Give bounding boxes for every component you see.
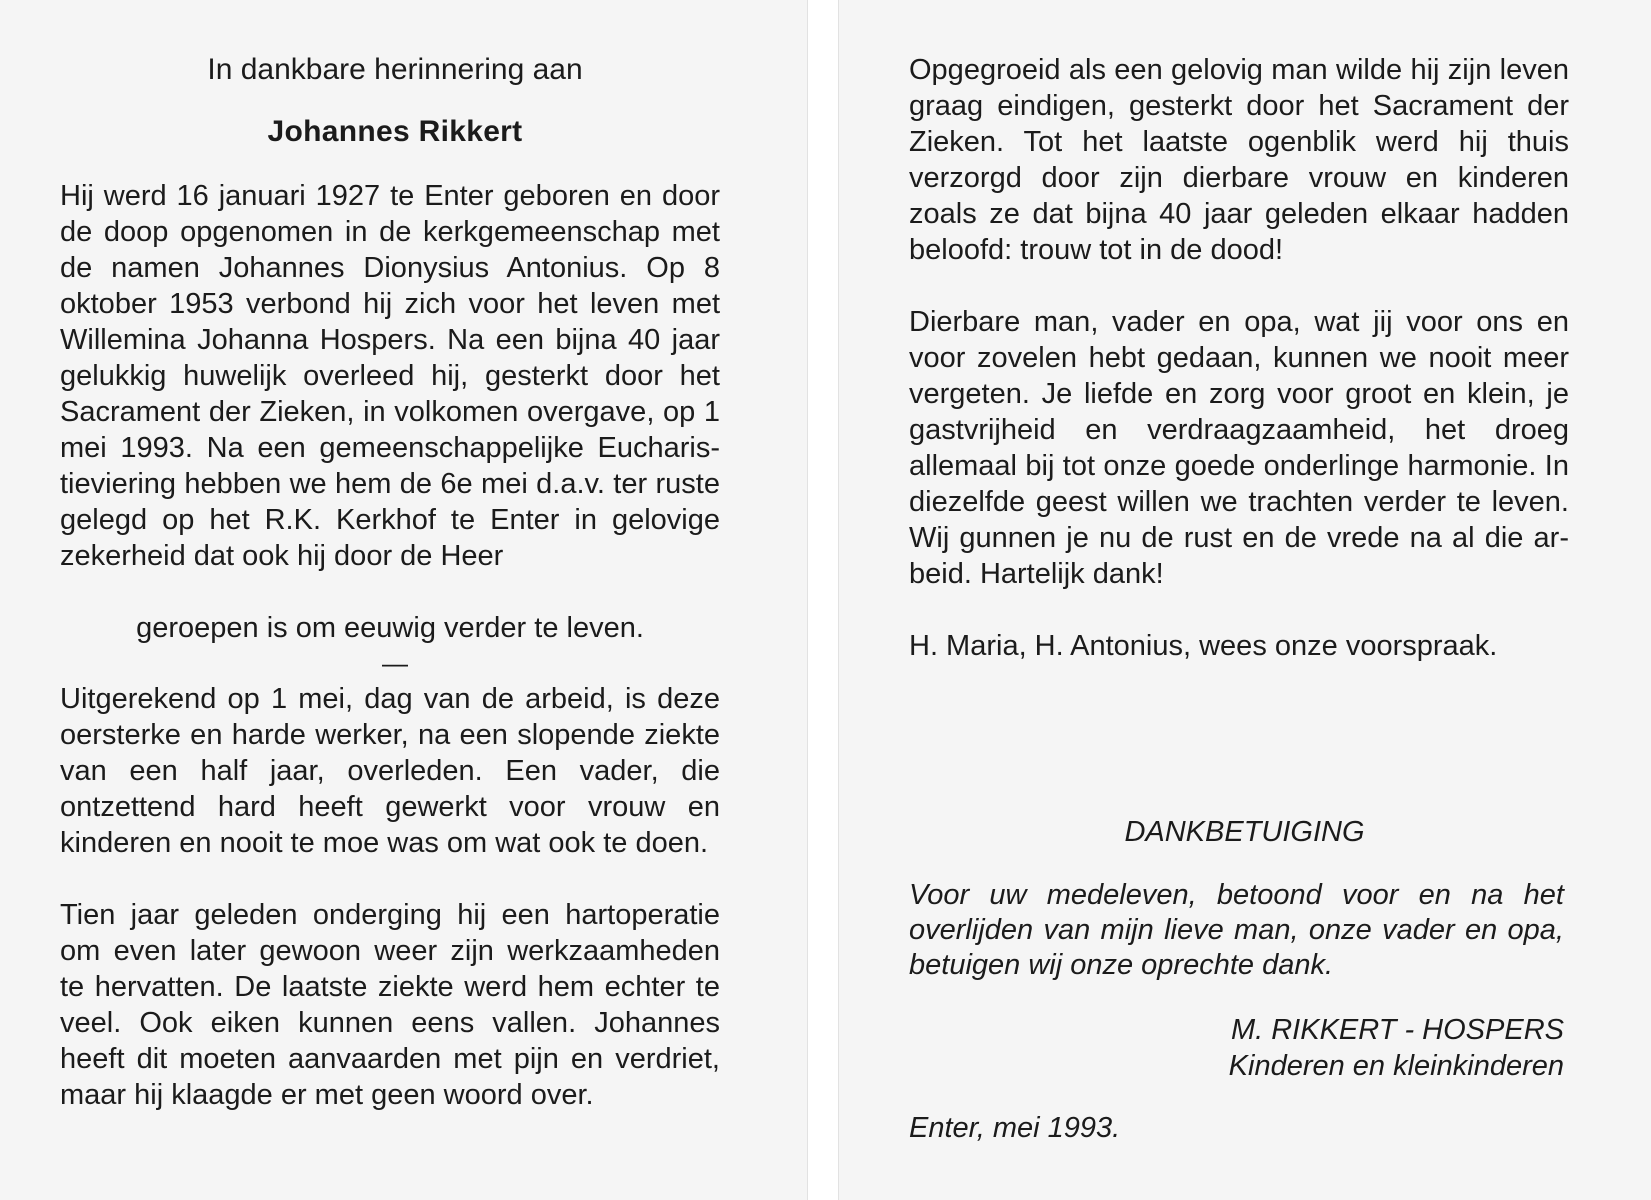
- section-separator: —: [382, 648, 408, 678]
- deceased-name: Johannes Rikkert: [267, 115, 523, 148]
- card-gutter: [808, 0, 838, 1200]
- faith-paragraph: Opgegroeid als een gelovig man wilde hij zijn leven graag eindigen, gesterkt door het Sacrament der Zieken. Tot het laatste ogenblik werd hij thuis verzorgd door zijn dierbare vrouw en kinderen zoals ze dat bijna 40 jaar geleden elkaar hadden beloofd: trouw tot in de dood!: [909, 54, 1569, 266]
- prayer-line: H. Maria, H. Antonius, wees onze voorspraak.: [909, 630, 1498, 662]
- thanks-heading: DANKBETUIGING: [1124, 816, 1365, 848]
- illness-paragraph: Tien jaar geleden onderging hij een hartoperatie om even later gewoon weer zijn werkzaamheden te hervatten. De laatste ziekte werd hem echter te veel. Ook eiken kunnen eens vallen. Johannes heeft dit moeten aanvaarden met pijn en verdriet, maar hij klaagde er met geen woord over.: [60, 899, 720, 1111]
- signer-family: Kinderen en kleinkinderen: [1228, 1050, 1564, 1082]
- intro-line: In dankbare herinnering aan: [207, 53, 583, 86]
- biography-last-line: geroepen is om eeuwig verder te leven.: [136, 612, 644, 644]
- signer-name: M. RIKKERT - HOSPERS: [1230, 1014, 1564, 1046]
- farewell-paragraph: Dierbare man, vader en opa, wat jij voor ons en voor zovelen hebt gedaan, kunnen we nooit meer vergeten. Je liefde en zorg voor groot en klein, je gastvrijheid en verdraagzaamheid, het droeg allemaal bij tot onze goede onderlinge harmonie. In diezelfde geest willen we trachten verder te leven. Wij gunnen je nu de rust en de vrede na al die arbeid. Hartelijk dank!: [909, 306, 1569, 590]
- thanks-paragraph: Voor uw medeleven, betoond voor en na het overlijden van mijn lieve man, onze vader en opa, betuigen wij onze oprechte dank.: [909, 879, 1564, 981]
- place-date: Enter, mei 1993.: [909, 1112, 1121, 1144]
- biography-paragraph: Hij werd 16 januari 1927 te Enter geboren en door de doop opgenomen in de kerkgemeenschap met de namen Johannes Dionysius Antonius. Op 8 oktober 1953 verbond hij zich voor het leven met Willemina Johanna Hospers. Na een bijna 40 jaar gelukkig huwelijk overleed hij, gesterkt door het Sacrament der Zieken, in volkomen overgave, op 1 mei 1993. Na een gemeenschappelijke Eucharistieviering hebben we hem de 6e mei d.a.v. ter ruste gelegd op het R.K. Kerkhof te Enter in gelovige zekerheid dat ook hij door de Heer: [60, 180, 720, 572]
- work-paragraph: Uitgerekend op 1 mei, dag van de arbeid, is deze oersterke en harde werker, na een slopende ziekte van een half jaar, overleden. Een vader, die ontzettend hard heeft gewerkt voor vrouw en kinderen en nooit te moe was om wat ook te doen.: [60, 683, 720, 859]
- left-card: [0, 0, 808, 1200]
